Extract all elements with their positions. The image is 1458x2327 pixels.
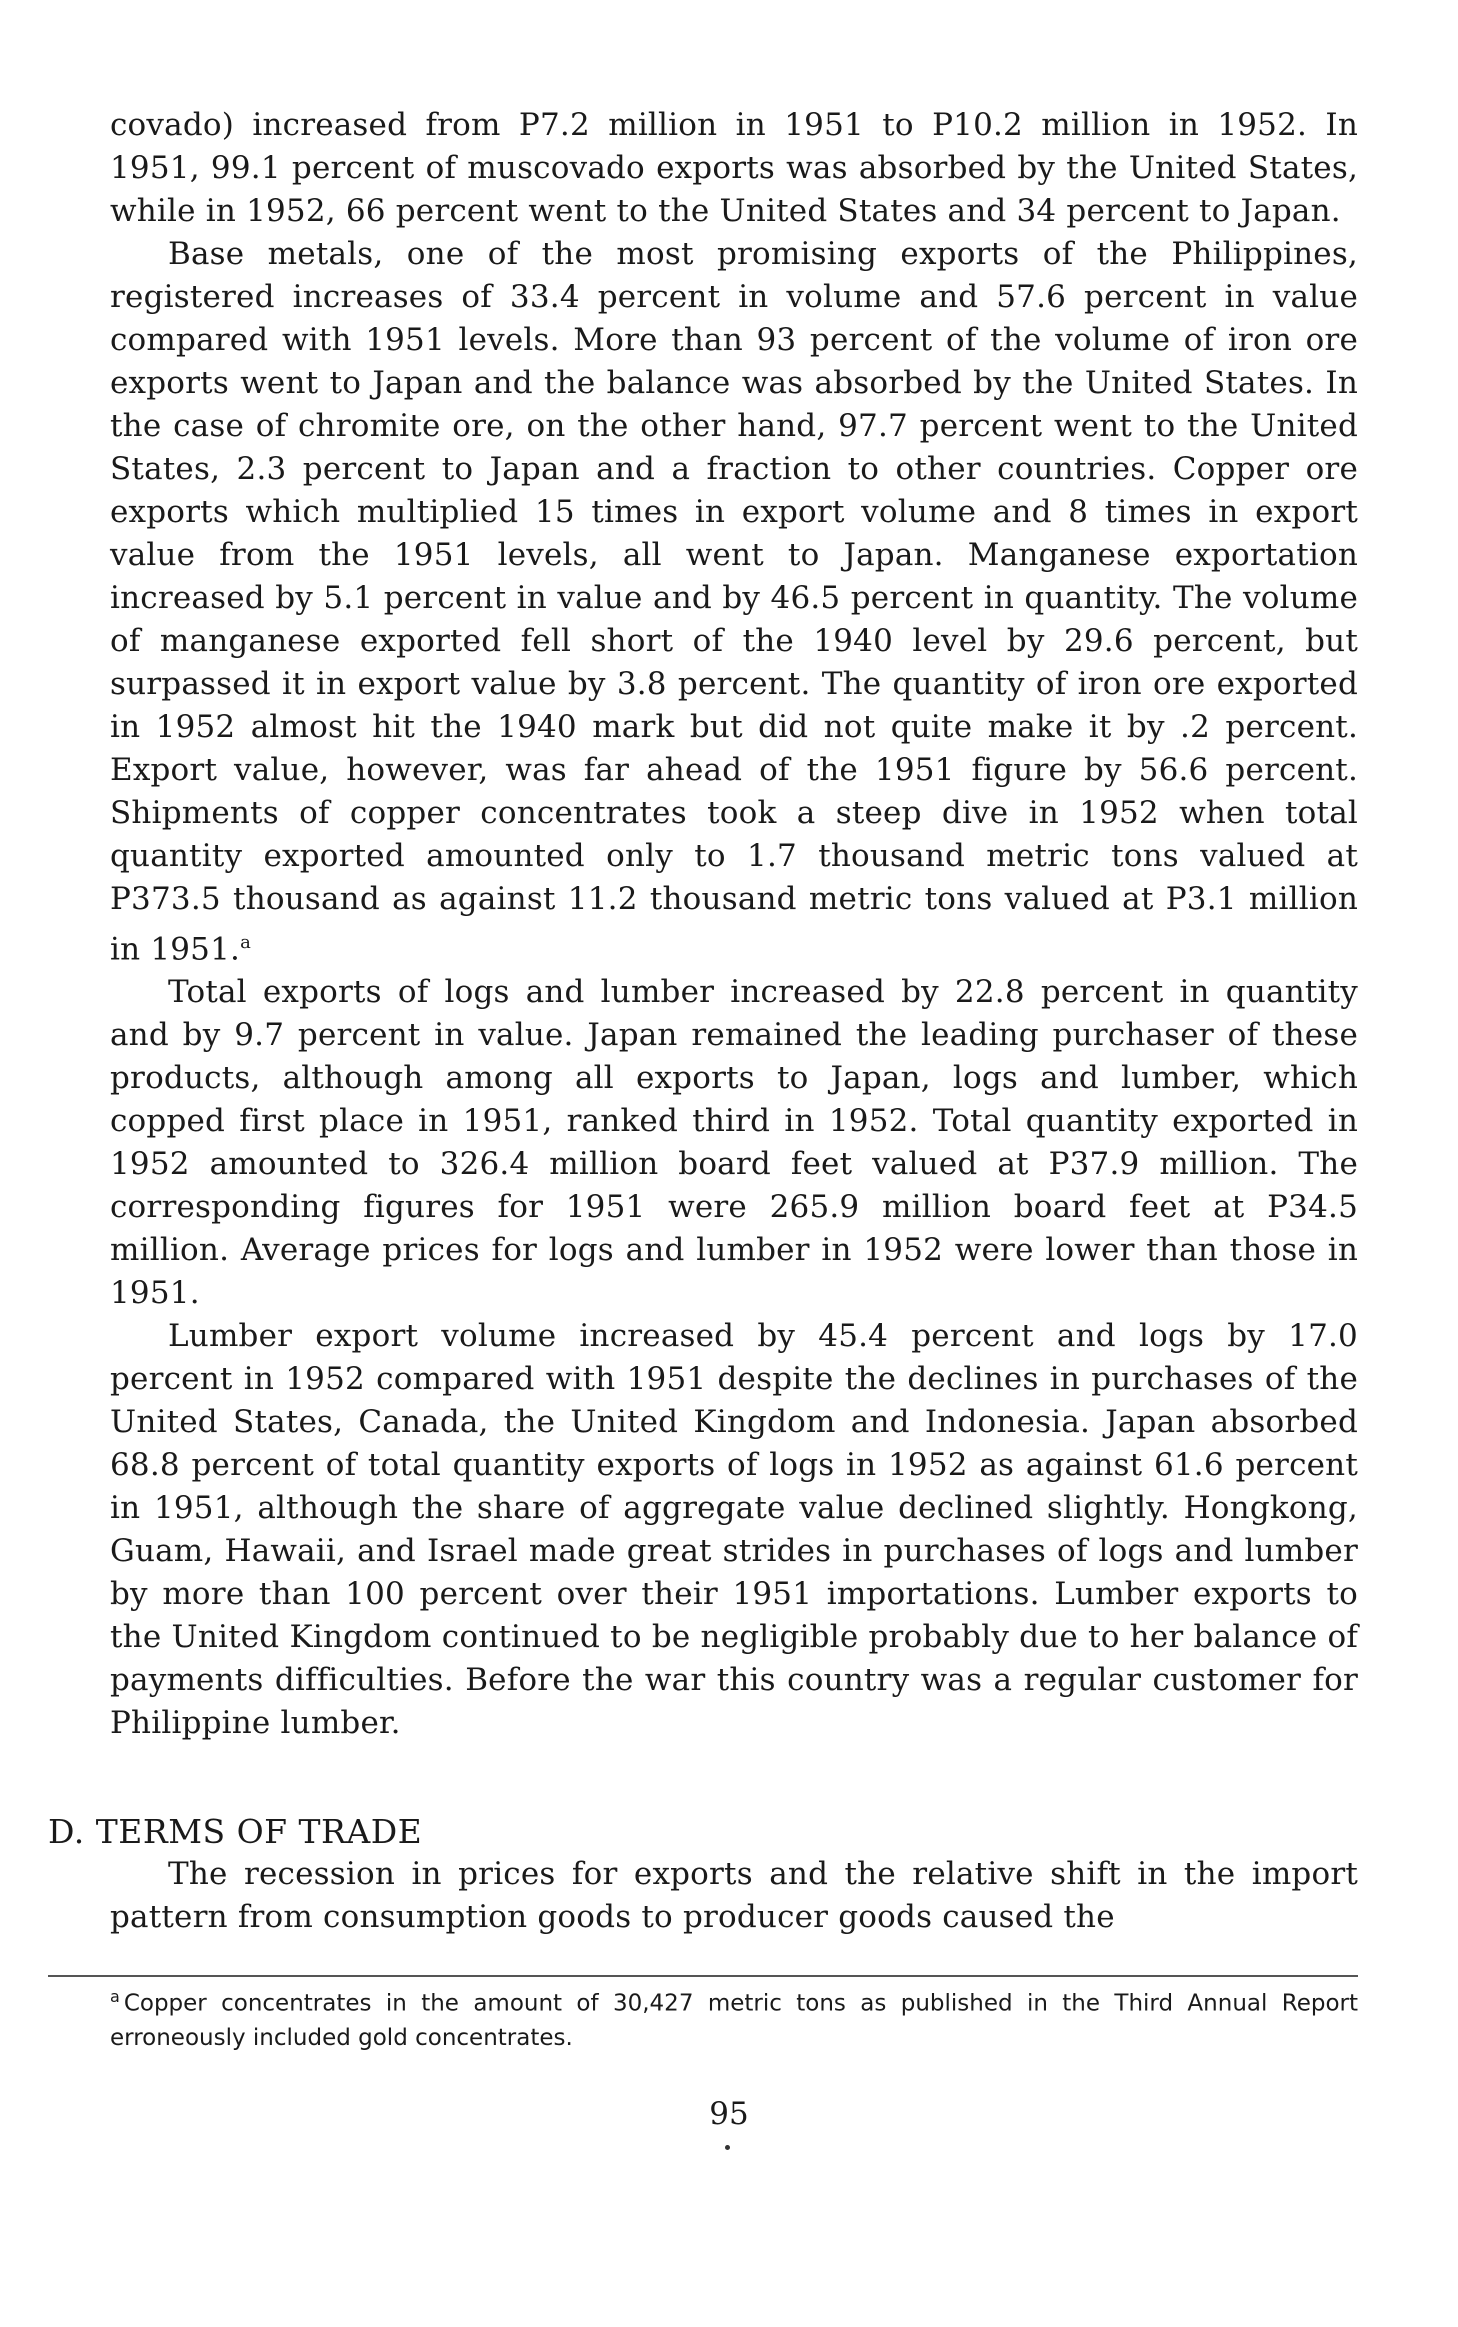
paragraph-continuation: covado) increased from P7.2 million in 1951 to P10.2 million in 1952. In 1951, 99.1 percent of muscovado exports was absorbed by the United States, while in 1952, 66 percent went to the United States and 34 percent to Japan.	[110, 107, 1358, 229]
paragraph-terms-of-trade: The recession in prices for exports and the relative shift in the import pattern from consumption goods to producer goods caused the	[110, 1856, 1358, 1935]
section-heading: D. TERMS OF TRADE	[48, 1812, 423, 1851]
section-body	[110, 1853, 1358, 1939]
footnote-marker: a	[110, 1987, 120, 2006]
body-text	[110, 104, 1358, 1745]
footnote-text: Copper concentrates in the amount of 30,427 metric tons as published in the Third Annual Report erroneously included gold concentrates.	[110, 1990, 1358, 2051]
page-mark-dot	[725, 2145, 730, 2150]
footnote-reference: a	[240, 932, 252, 953]
footnote	[110, 1980, 1358, 2055]
footnote-divider	[48, 1975, 1358, 1977]
paragraph-base-metals: Base metals, one of the most promising exports of the Philippines, registered increases of 33.4 percent in volume and 57.6 percent in value compared with 1951 levels. More than 93 percent of the volume of iron ore exports went to Japan and the balance was absorbed by the United States. In the case of chromite ore, on the other hand, 97.7 percent went to the United States, 2.3 percent to Japan and a fraction to other countries. Copper ore exports which multiplied 15 times in export volume and 8 times in export value from the 1951 levels, all went to Japan. Manganese exportation increased by 5.1 percent in value and by 46.5 percent in quantity. The volume of manganese exported fell short of the 1940 level by 29.6 percent, but surpassed it in export value by 3.8 percent. The quantity of iron ore exported in 1952 almost hit the 1940 mark but did not quite make it by .2 percent. Export value, however, was far ahead of the 1951 figure by 56.6 percent. Shipments of copper concentrates took a steep dive in 1952 when total quantity exported amounted only to 1.7 thousand metric tons valued at P373.5 thousand as against 11.2 thousand metric tons valued at P3.1 million in 1951.$^a$	[110, 236, 1358, 968]
page-number: 95	[709, 2096, 749, 2132]
paragraph-lumber-volume: Lumber export volume increased by 45.4 percent and logs by 17.0 percent in 1952 compared with 1951 despite the declines in purchases of the United States, Canada, the United Kingdom and Indonesia. Japan absorbed 68.8 percent of total quantity exports of logs in 1952 as against 61.6 percent in 1951, although the share of aggregate value declined slightly. Hongkong, Guam, Hawaii, and Israel made great strides in purchases of logs and lumber by more than 100 percent over their 1951 importations. Lumber exports to the United Kingdom continued to be negligible probably due to her balance of payments difficulties. Before the war this country was a regular customer for Philippine lumber.	[110, 1318, 1358, 1742]
paragraph-logs-lumber: Total exports of logs and lumber increased by 22.8 percent in quantity and by 9.7 percent in value. Japan remained the leading purchaser of these products, although among all exports to Japan, logs and lumber, which copped first place in 1951, ranked third in 1952. Total quantity exported in 1952 amounted to 326.4 million board feet valued at P37.9 million. The corresponding figures for 1951 were 265.9 million board feet at P34.5 million. Average prices for logs and lumber in 1952 were lower than those in 1951.	[110, 974, 1358, 1312]
